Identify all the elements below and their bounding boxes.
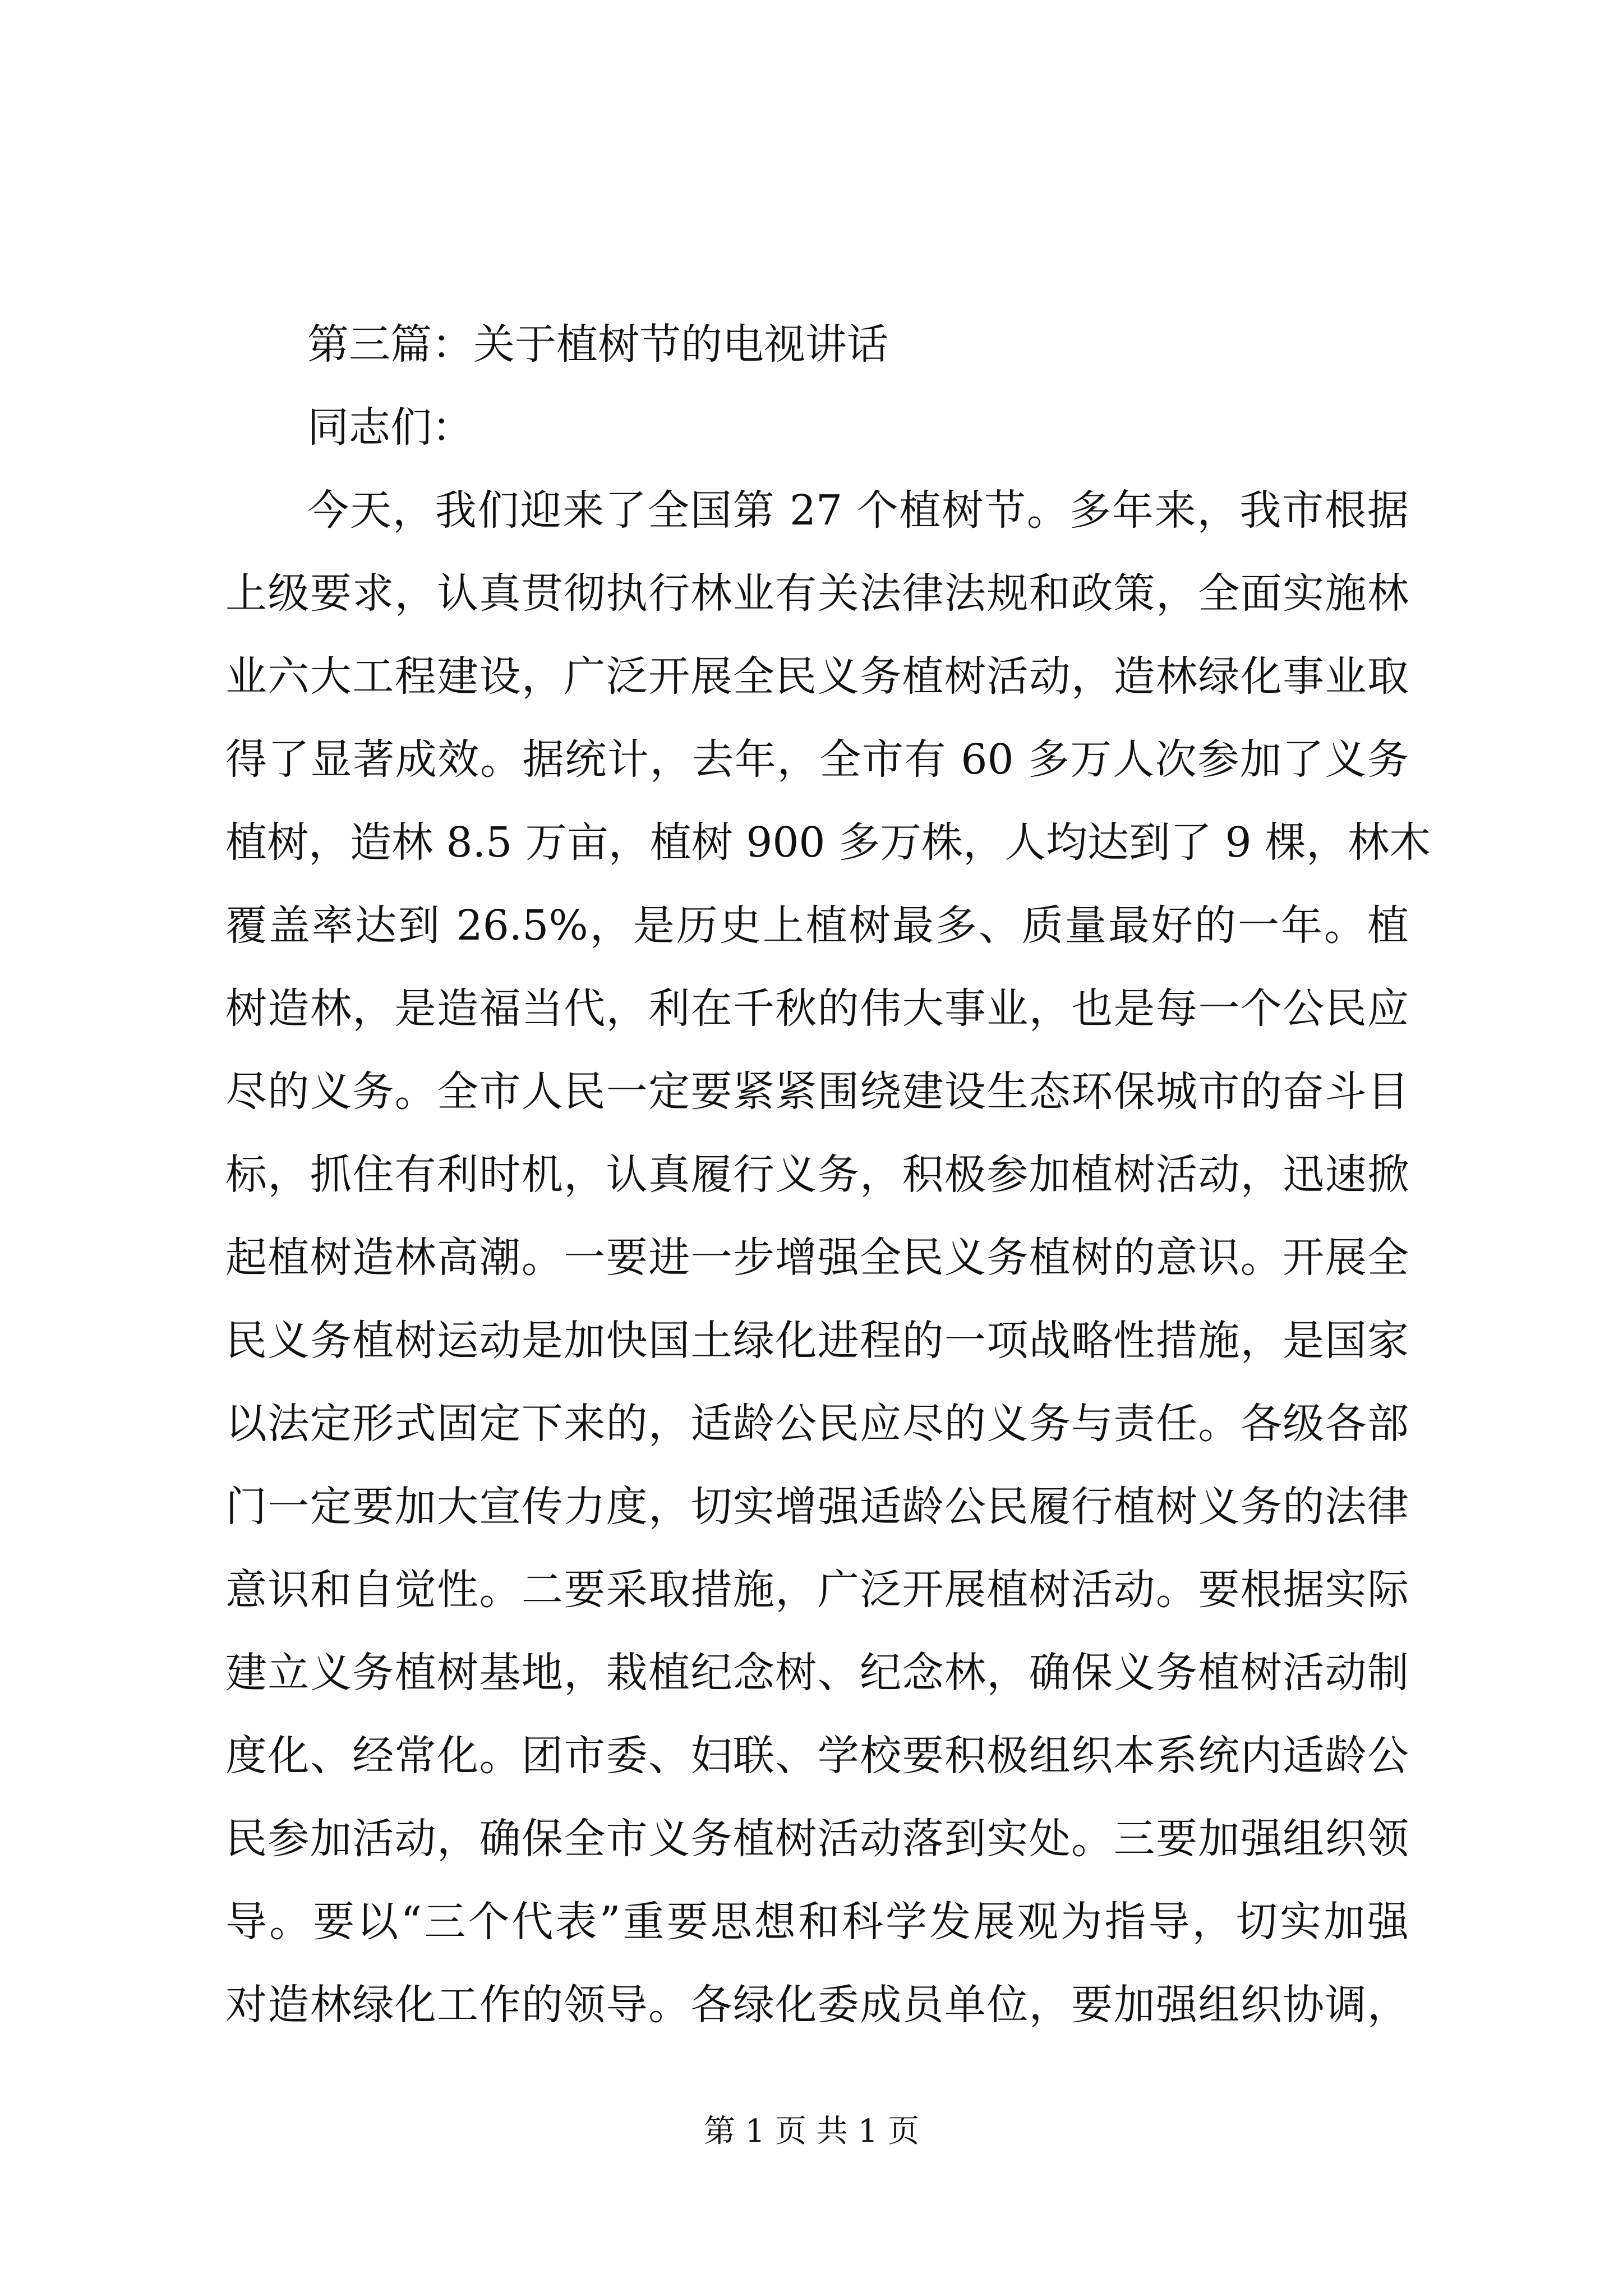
body-line: 起植树造林高潮。一要进一步增强全民义务植树的意识。开展全 (225, 1234, 1409, 1282)
body-line: 意识和自觉性。二要采取措施，广泛开展植树活动。要根据实际 (225, 1566, 1409, 1614)
body-line: 度化、经常化。团市委、妇联、学校要积极组织本系统内适龄公 (225, 1732, 1409, 1780)
body-line: 业六大工程建设，广泛开展全民义务植树活动，造林绿化事业取 (225, 652, 1409, 701)
body-text (225, 469, 1431, 2046)
body-line: 民参加活动，确保全市义务植树活动落到实处。三要加强组织领 (225, 1815, 1409, 1863)
body-line: 以法定形式固定下来的，适龄公民应尽的义务与责任。各级各部 (225, 1400, 1409, 1448)
body-line: 覆盖率达到 26.5%，是历史上植树最多、质量最好的一年。植 (225, 901, 1409, 950)
body-line: 上级要求，认真贯彻执行林业有关法律法规和政策，全面实施林 (225, 569, 1409, 618)
body-line: 树造林，是造福当代，利在千秋的伟大事业，也是每一个公民应 (225, 984, 1409, 1033)
body-line: 植树，造林 8.5 万亩，植树 900 多万株，人均达到了 9 棵，林木 (225, 818, 1431, 867)
body-line: 建立义务植树基地，栽植纪念树、纪念林，确保义务植树活动制 (225, 1649, 1409, 1697)
document-title: 第三篇：关于植树节的电视讲话 (307, 320, 888, 369)
body-line: 得了显著成效。据统计，去年，全市有 60 多万人次参加了义务 (225, 735, 1409, 784)
document-body (225, 303, 1431, 2046)
body-line: 民义务植树运动是加快国土绿化进程的一项战略性措施，是国家 (225, 1317, 1409, 1365)
body-line: 对造林绿化工作的领导。各绿化委成员单位，要加强组织协调， (225, 1981, 1409, 2029)
body-line: 尽的义务。全市人民一定要紧紧围绕建设生态环保城市的奋斗目 (225, 1068, 1409, 1116)
body-line: 今天，我们迎来了全国第 27 个植树节。多年来，我市根据 (307, 486, 1409, 535)
page-footer: 第 1 页 共 1 页 (703, 2113, 920, 2150)
body-line: 导。要以“三个代表”重要思想和科学发展观为指导，切实加强 (225, 1898, 1409, 1946)
salutation: 同志们： (307, 403, 473, 452)
body-line: 门一定要加大宣传力度，切实增强适龄公民履行植树义务的法律 (225, 1483, 1409, 1531)
body-line: 标，抓住有利时机，认真履行义务，积极参加植树活动，迅速掀 (225, 1151, 1409, 1199)
